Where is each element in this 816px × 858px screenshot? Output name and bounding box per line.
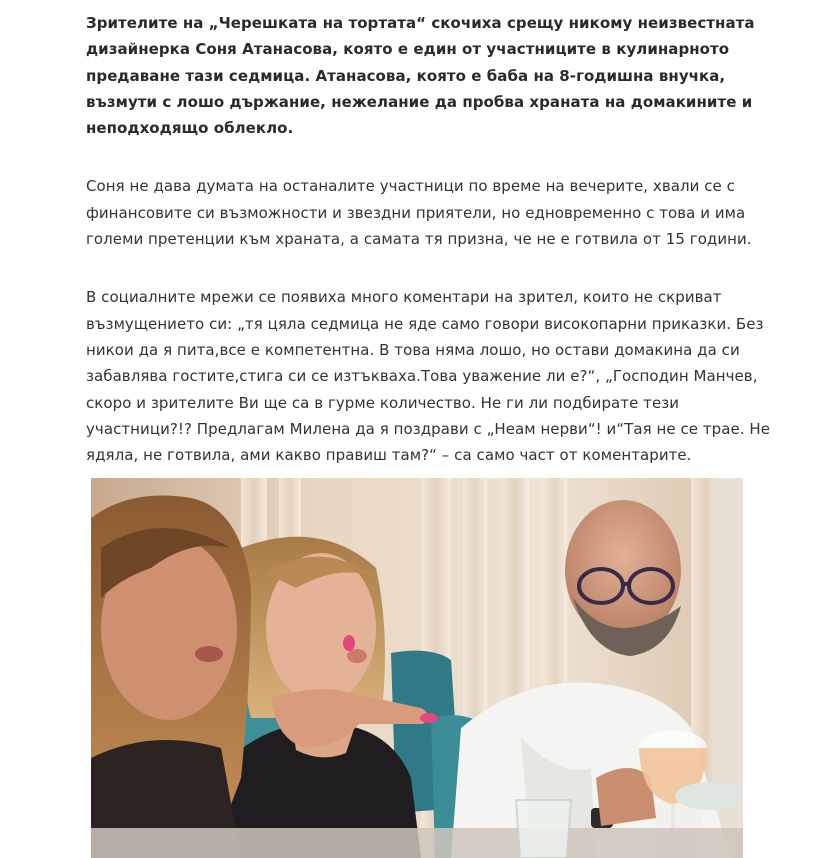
article-lead-paragraph: Зрителите на „Черешката на тортата“ скочиха срещу никому неизвестната дизайнерка Соня Атанасова, която е един от участниците в кулинарното предаване тази седмица. Атанасова, която е баба на 8-годишна внучка, възмути с лошо държание, нежелание да пробва храната на домакините и неподходящо облекло.: [86, 14, 755, 138]
article-paragraph: В социалните мрежи се появиха много коментари на зрител, които не скриват възмущението си: „тя цяла седмица не яде само говори високопарни приказки. Без никои да я пита,все е компетентна. В това няма лошо, но остави домакина да си забавлява гостите,стига си се изтъкваха.Това уважение ли е?“, „Господин Манчев, скоро и зрителите Ви ще са в гурме количество. Не ги ли подбирате тези участници?!? Предлагам Милена да я поздрави с „Неам нерви“! и“Тая не се трае. Не ядяла, не готвила, ами какво правиш там?“ – са само част от коментарите.: [86, 288, 770, 465]
article-photo-illustration: [91, 478, 743, 858]
article-body: [86, 0, 786, 468]
article-photo: [91, 478, 743, 858]
article-paragraph: Соня не дава думата на останалите участници по време на вечерите, хвали се с финансовите си възможности и звездни приятели, но едновременно с това и има големи претенции към храната, а самата тя призна, че не е готвила от 15 години.: [86, 177, 752, 249]
